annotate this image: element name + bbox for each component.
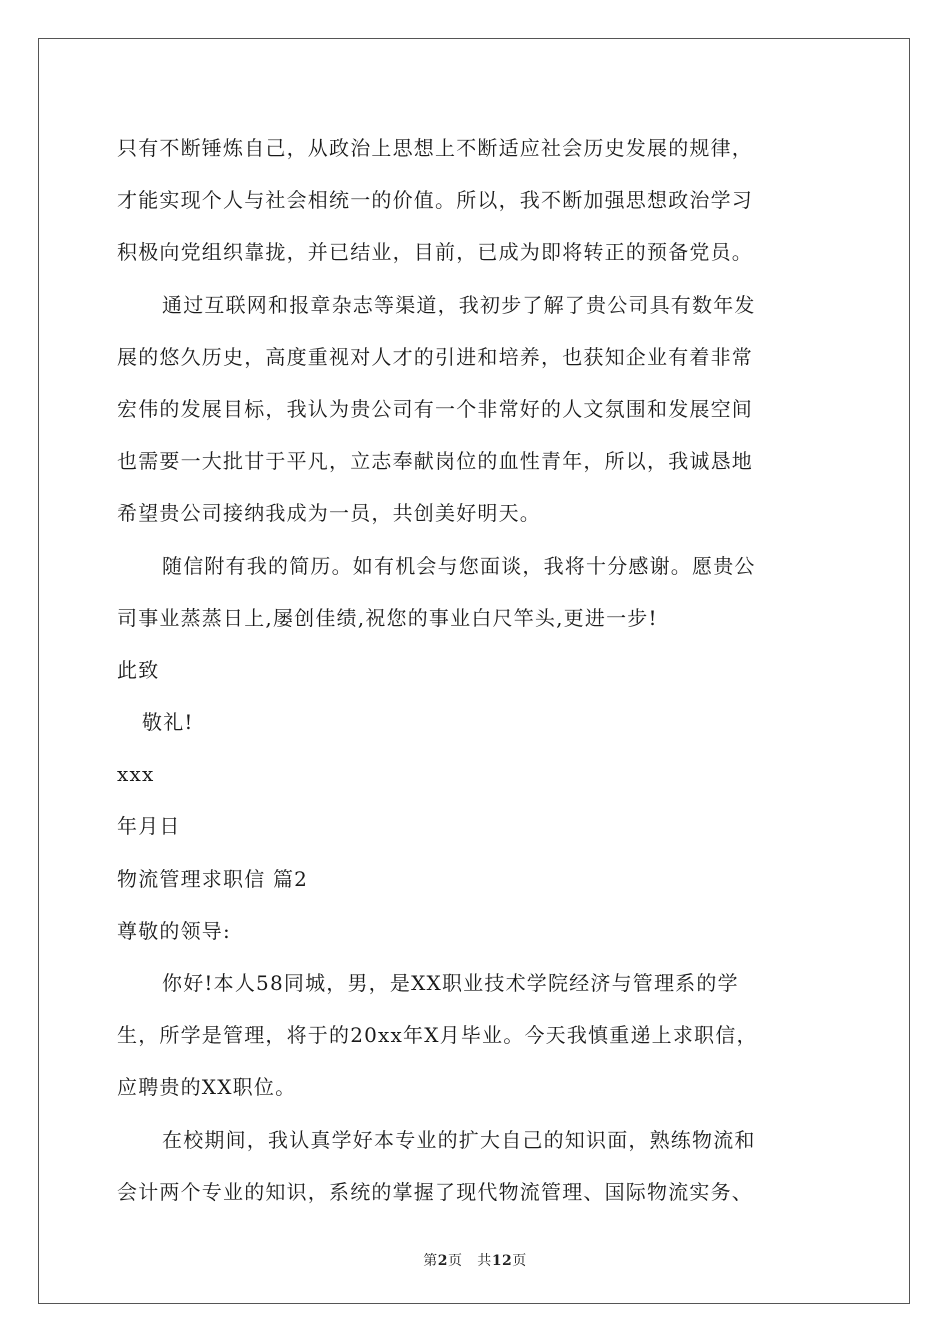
text-line: 宏伟的发展目标，我认为贵公司有一个非常好的人文氛围和发展空间: [117, 396, 753, 421]
text-line: 你好!本人58同城，男，是XX职业技术学院经济与管理系的学: [162, 971, 739, 995]
footer-prefix: 第: [423, 1253, 438, 1269]
footer-suffix: 页: [512, 1253, 527, 1269]
signature-date: 年月日: [117, 814, 181, 839]
regards: 敬礼!: [142, 710, 194, 735]
text-line: 积极向党组织靠拢，并已结业，目前，已成为即将转正的预备党员。: [117, 240, 753, 265]
text-line: 应聘贵的XX职位。: [117, 1075, 297, 1100]
footer-mid: 页 共: [447, 1253, 492, 1269]
text-line: 随信附有我的简历。如有机会与您面谈，我将十分感谢。愿贵公: [162, 553, 756, 578]
salutation-closing: 此致: [117, 657, 160, 682]
text-line: 会计两个专业的知识，系统的掌握了现代物流管理、国际物流实务、: [117, 1179, 753, 1204]
text-line: 也需要一大批甘于平凡，立志奉献岗位的血性青年，所以，我诚恳地: [117, 449, 753, 474]
text-line: 希望贵公司接纳我成为一员，共创美好明天。: [117, 501, 541, 526]
text-line: 通过互联网和报章杂志等渠道，我初步了解了贵公司具有数年发: [162, 292, 756, 317]
salutation: 尊敬的领导:: [117, 918, 231, 943]
section-title: 物流管理求职信 篇2: [117, 866, 309, 891]
total-pages-number: 12: [491, 1253, 513, 1269]
document-body: [117, 122, 837, 1218]
current-page-number: 2: [437, 1253, 448, 1269]
text-line: 司事业蒸蒸日上,屡创佳绩,祝您的事业白尺竿头,更进一步!: [117, 605, 658, 630]
page-footer: [0, 1250, 950, 1270]
text-line: 生，所学是管理，将于的20xx年X月毕业。今天我慎重递上求职信，: [117, 1023, 758, 1048]
text-line: 在校期间，我认真学好本专业的扩大自己的知识面，熟练物流和: [162, 1127, 756, 1152]
signature-name: xxx: [117, 762, 155, 787]
text-line: 展的悠久历史，高度重视对人才的引进和培养，也获知企业有着非常: [117, 344, 753, 369]
text-line: 只有不断锤炼自己，从政治上思想上不断适应社会历史发展的规律，: [117, 136, 753, 160]
text-line: 才能实现个人与社会相统一的价值。所以，我不断加强思想政治学习: [117, 188, 753, 213]
